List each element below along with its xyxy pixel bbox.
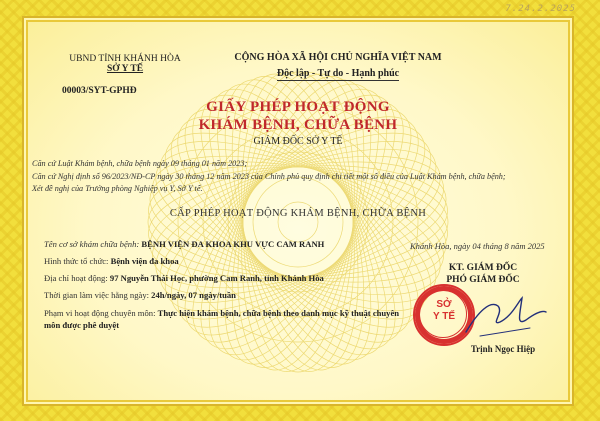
document-title [148, 98, 448, 134]
hours-row [44, 287, 414, 304]
facility-name-row [44, 236, 414, 253]
national-motto: Độc lập - Tự do - Hạnh phúc [276, 68, 400, 79]
basis-line-1: Căn cứ Luật Khám bệnh, chữa bệnh ngày 09 tháng 01 năm 2023; [32, 159, 248, 168]
serial-number: 7.24.2.2025 [505, 4, 576, 14]
license-fields [44, 236, 414, 331]
scope-label: Phạm vi hoạt động chuyên môn: [44, 308, 156, 318]
hours-value: 24h/ngày, 07 ngày/tuần [151, 290, 236, 300]
address-label: Địa chỉ hoạt động: [44, 273, 108, 283]
issuing-agency [50, 54, 200, 96]
signatory-title [398, 262, 568, 286]
address-value: 97 Nguyễn Thái Học, phường Cam Ranh, tỉnh Khánh Hòa [109, 273, 324, 283]
basis-line-3: Xét đề nghị của Trưởng phòng Nghiệp vụ Y, Sở Y tế. [32, 184, 203, 194]
legal-basis [32, 158, 568, 196]
basis-line-2: Căn cứ Nghị định số 96/2023/NĐ-CP ngày 30 tháng 12 năm 2023 của Chính phủ quy định chi tiết một số điều của Luật Khám bệnh, chữa bệnh; [32, 171, 506, 181]
certificate-panel [28, 22, 568, 400]
org-form-value: Bệnh viện đa khoa [110, 256, 179, 266]
signatory-line-1: KT. GIÁM ĐỐC [448, 263, 518, 273]
facility-name-label: Tên cơ sở khám chữa bệnh: [44, 239, 140, 249]
section-title: CẤP PHÉP HOẠT ĐỘNG KHÁM BỆNH, CHỮA BỆNH [169, 208, 427, 219]
nation-name: CỘNG HÒA XÃ HỘI CHỦ NGHĨA VIỆT NAM [234, 52, 442, 63]
license-number: 00003/SYT-GPHĐ [62, 86, 137, 96]
handwritten-signature [460, 292, 550, 344]
signer-name: Trịnh Ngọc Hiệp [470, 344, 536, 354]
address-row [44, 270, 414, 287]
national-header [208, 52, 468, 81]
agency-province: UBND TỈNH KHÁNH HÒA [69, 54, 181, 64]
agency-department: SỞ Y TẾ [106, 64, 144, 74]
org-form-label: Hình thức tổ chức: [44, 256, 109, 266]
title-line-1: GIẤY PHÉP HOẠT ĐỘNG [206, 99, 390, 115]
facility-name-value: BỆNH VIỆN ĐA KHOA KHU VỰC CAM RANH [141, 239, 325, 249]
signatory-line-2: PHÓ GIÁM ĐỐC [446, 275, 520, 285]
issuer-title: GIÁM ĐỐC SỞ Y TẾ [253, 136, 343, 147]
title-line-2: KHÁM BỆNH, CHỮA BỆNH [198, 117, 398, 133]
seal-text-top: SỞ [436, 299, 452, 310]
scope-row [44, 304, 414, 331]
org-form-row [44, 253, 414, 270]
issue-date: Khánh Hòa, ngày 04 tháng 8 năm 2025 [410, 241, 545, 251]
scope-value: Thực hiện khám bệnh, chữa bệnh theo danh mục kỹ thuật chuyên môn được phê duyệt [44, 308, 400, 330]
hours-label: Thời gian làm việc hằng ngày: [44, 290, 150, 300]
seal-text-bottom: Y TẾ [432, 311, 456, 322]
